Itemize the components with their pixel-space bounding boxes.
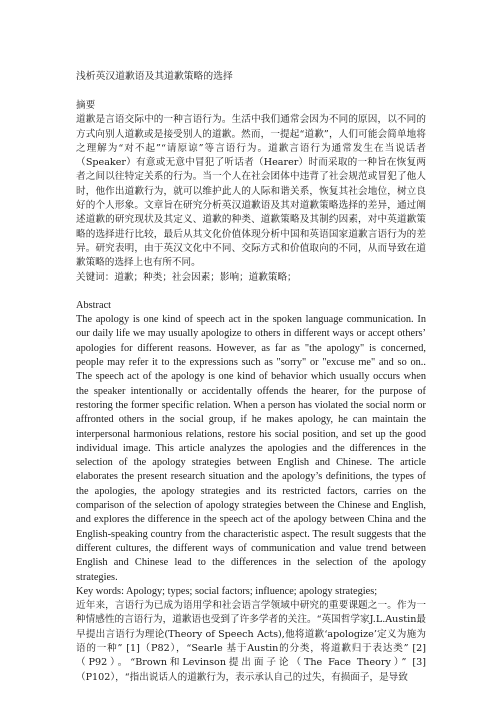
abstract-cn-heading: 摘要 (76, 100, 96, 111)
keywords-cn: 关键词：道歉；种类；社会因素；影响；道歉策略； (76, 271, 297, 283)
intro-paragraph: 近年来，言语行为已成为语用学和社会语言学领域中研究的重要课题之一。作为一种情感性的言语行为，道歉语也受到了许多学者的关注。“英国哲学家J.L.Austin最早提出言语行为理论(Theory of Speech Acts),他将道歉‘apologize’定义为施为语的一种” [1]（P82），“Searle 基于Austin的分类，将道歉归于表达类” [2]（P92）。“Brown和Levinson提出面子论（The Face Theory）” [3]（P102），“指出说话人的道歉行为，表示承认自己的过失，有损面子，是导致 (76, 600, 426, 683)
abstract-en-heading: Abstract (76, 299, 112, 311)
keywords-en: Key words: Apology; types; social factors; influence; apology strategies; (76, 585, 378, 597)
section-gap (76, 285, 426, 299)
document-title: 浅析英汉道歉语及其道歉策略的选择 (76, 71, 233, 82)
abstract-cn-text: 道歉是言语交际中的一种言语行为。生活中我们通常会因为不同的原因，以不同的方式向别人道歉或是接受别人的道歉。然而，一提起“道歉”，人们可能会简单地将之理解为“对不起”“请原谅”等言语行为。道歉言语行为通常发生在当说话者（Speaker）有意或无意中冒犯了听话者（Hearer）时而采取的一种旨在恢复两者之间以往特定关系的行为。当一个人在社会团体中违背了社会规范或冒犯了他人时，他作出道歉行为，就可以维护此人的人际和谐关系，恢复其社会地位，树立良好的个人形象。文章旨在研究分析英汉道歉语及其对道歉策略选择的差异，通过阐述道歉的研究现状及其定义、道歉的种类、道歉策略及其制约因素，对中英道歉策略的选择进行比较，最后从其文化价值体现分析中国和英语国家道歉言语行为的差异。研究表明，由于英汉文化中不同、交际方式和价值取向的不同，从而导致在道歉策略的选择上也有所不同。 (76, 114, 426, 269)
abstract-en-text: The apology is one kind of speech act in the spoken language communication. In our daily life we may usually apologize to others in different ways or accept others’ apologies for different reasons. However, as far as "the apology" is concerned, people may refer it to the expressions such as "sorry" or "excuse me" and so on.. The speech act of the apology is one kind of behavior which usually occurs when the speaker intentionally or accidentally offends the hearer, for the purpose of restoring the former specific relation. When a person has violated the social norm or affronted others in the social group, if he makes apology, he can maintain the interpersonal harmonious relations, restore his social position, and set up the good individual image. This article analyzes the apologies and the differences in the selection of the apology strategies between English and Chinese. The article elaborates the present research situation and the apology’s definitions, the types of the apologies, the apology strategies and its restricted factors, carries on the comparison of the selection of apology strategies between the Chinese and English, and explores the difference in the speech act of the apology between China and the English-speaking country from the characteristic aspect. The result suggests that the different cultures, the different ways of communication and value trend between English and Chinese lead to the differences in the selection of the apology strategies. (76, 314, 426, 583)
document-body (76, 70, 426, 685)
